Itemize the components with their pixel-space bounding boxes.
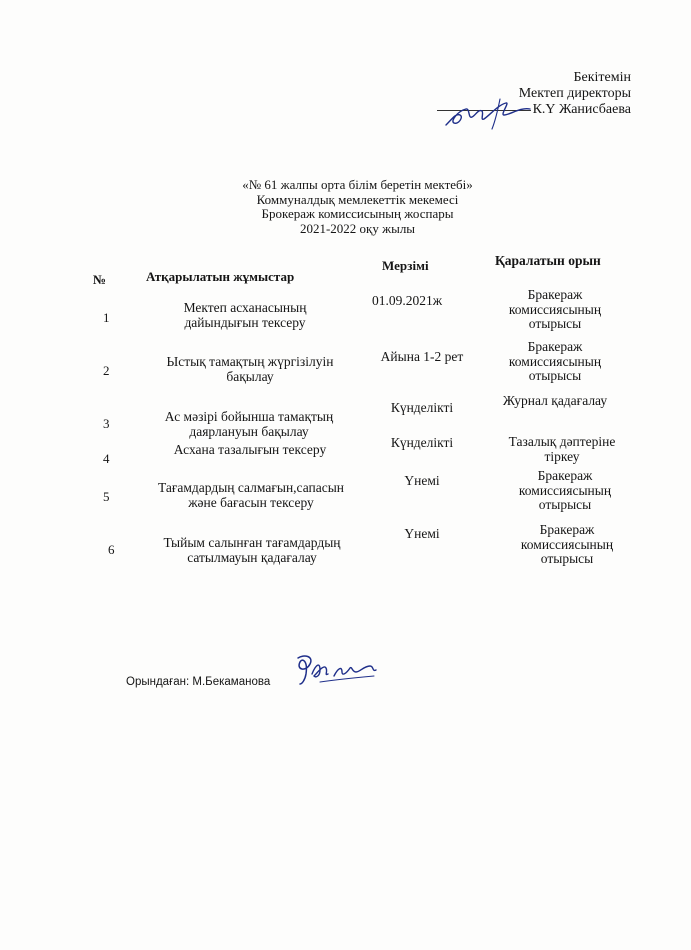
title-line-2: Коммуналдық мемлекеттік мекемесі	[256, 191, 459, 207]
row-2-place: Бракераж комиссиясының отырысы	[508, 339, 602, 383]
row-4-place: Тазалық дәптеріне тіркеу	[508, 434, 616, 464]
row-3-work: Ас мәзірі бойынша тамақтың даярлануын бақылау	[164, 409, 334, 439]
row-6-term: Үнемі	[404, 526, 440, 541]
row-6-number: 6	[108, 542, 115, 557]
title-line-3: Брокераж комиссисының жоспары	[261, 206, 454, 221]
approval-line-1: Бекітемін	[573, 70, 631, 85]
row-6-work: Тыйым салынған тағамдардың сатылмауын қадағалау	[163, 535, 341, 565]
row-2-work: Ыстық тамақтың жүргізілуін бақылау	[166, 354, 334, 384]
row-5-term: Үнемі	[404, 473, 440, 488]
row-2-number: 2	[103, 363, 110, 378]
approval-line-2: Мектеп директоры	[518, 86, 631, 101]
row-5-place: Бракераж комиссиясының отырысы	[518, 468, 612, 512]
row-6-place: Бракераж комиссиясының отырысы	[520, 522, 614, 566]
director-signature	[440, 95, 540, 131]
title-line-4: 2021-2022 оқу жылы	[299, 220, 416, 236]
row-1-place: Бракераж комиссиясының отырысы	[508, 287, 602, 331]
row-2-term: Айына 1-2 рет	[380, 349, 464, 364]
document-title	[0, 178, 691, 236]
header-term: Мерзімі	[382, 258, 429, 273]
performer-signature	[290, 650, 382, 688]
row-3-number: 3	[103, 416, 110, 431]
row-5-work: Тағамдардың салмағын,сапасын және бағасын тексеру	[157, 480, 345, 510]
row-4-term: Күнделікті	[390, 435, 454, 450]
row-4-work: Асхана тазалығын тексеру	[173, 442, 327, 457]
row-1-term: 01.09.2021ж	[371, 293, 443, 308]
row-5-number: 5	[103, 489, 110, 504]
row-3-place: Журнал қадағалау	[502, 393, 608, 408]
row-3-term: Күнделікті	[390, 400, 454, 415]
row-1-work: Мектеп асханасының дайындығын тексеру	[183, 300, 307, 330]
row-1-number: 1	[103, 310, 110, 325]
director-name: К.Ү Жанисбаева	[532, 102, 631, 117]
performed-by: Орындаған: М.Бекаманова	[126, 676, 271, 688]
header-place: Қаралатын орын	[495, 253, 601, 268]
row-4-number: 4	[103, 451, 110, 466]
header-number: №	[93, 272, 107, 287]
title-line-1: «№ 61 жалпы орта білім беретін мектебі»	[242, 177, 473, 192]
header-work: Атқарылатын жұмыстар	[146, 269, 295, 284]
